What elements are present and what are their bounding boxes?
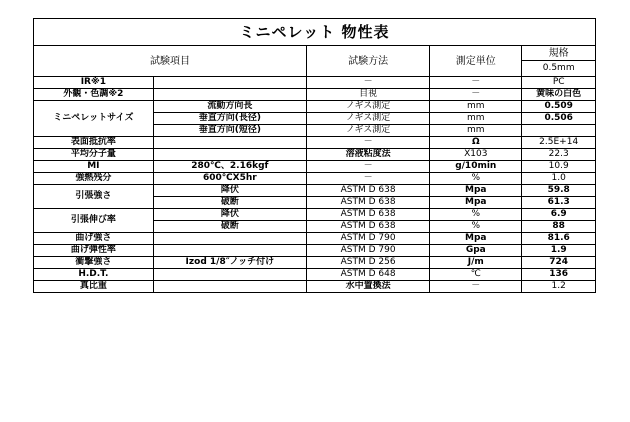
table-row (34, 149, 595, 161)
table-row (34, 233, 595, 245)
row-unit: mm (430, 113, 522, 125)
row-value (522, 125, 595, 137)
row-method: － (306, 137, 429, 149)
row-value: 88 (522, 221, 595, 233)
table-row (34, 269, 595, 281)
row-value: 10.9 (522, 161, 595, 173)
row-unit: Ω (430, 137, 522, 149)
row-name: 表面抵抗率 (34, 137, 153, 149)
row-name: 引張伸び率 (34, 209, 153, 233)
row-condition: 垂直方向(短径) (153, 125, 306, 137)
row-method: ASTM D 638 (306, 209, 429, 221)
row-value: 81.6 (522, 233, 595, 245)
row-condition (153, 77, 306, 89)
row-value: 6.9 (522, 209, 595, 221)
table-row (34, 209, 595, 221)
row-method: ASTM D 648 (306, 269, 429, 281)
row-value: 22.3 (522, 149, 595, 161)
row-value: 136 (522, 269, 595, 281)
row-name: ミニペレットサイズ (34, 101, 153, 137)
row-condition (153, 245, 306, 257)
row-method: － (306, 161, 429, 173)
row-name: 真比重 (34, 281, 153, 293)
row-name: 外観・色調※2 (34, 89, 153, 101)
row-unit: Mpa (430, 233, 522, 245)
row-condition (153, 89, 306, 101)
sheet-title: ミニペレット 物性表 (34, 19, 595, 46)
row-condition: 流動方向長 (153, 101, 306, 113)
row-method: ノギス測定 (306, 125, 429, 137)
row-unit: % (430, 209, 522, 221)
row-name: 引張強さ (34, 185, 153, 209)
row-method: 目視 (306, 89, 429, 101)
row-value: 59.8 (522, 185, 595, 197)
row-value: PC (522, 77, 595, 89)
table-row (34, 281, 595, 293)
row-unit: mm (430, 101, 522, 113)
row-method: ASTM D 790 (306, 233, 429, 245)
property-sheet (33, 18, 596, 293)
row-name: 強熱残分 (34, 173, 153, 185)
row-condition: 降伏 (153, 209, 306, 221)
row-value: 黄味の白色 (522, 89, 595, 101)
table-row (34, 89, 595, 101)
row-unit: mm (430, 125, 522, 137)
table-row (34, 101, 595, 113)
row-method: － (306, 77, 429, 89)
row-method: ASTM D 638 (306, 197, 429, 209)
row-method: － (306, 173, 429, 185)
row-unit: Gpa (430, 245, 522, 257)
row-condition: 垂直方向(長径) (153, 113, 306, 125)
table-row (34, 245, 595, 257)
property-table (34, 46, 595, 292)
table-row (34, 173, 595, 185)
row-value: 724 (522, 257, 595, 269)
row-condition: 破断 (153, 197, 306, 209)
header-spec: 規格 (522, 46, 595, 61)
row-value: 61.3 (522, 197, 595, 209)
header-test-item: 試験項目 (34, 46, 306, 77)
row-unit: % (430, 221, 522, 233)
row-name: H.D.T. (34, 269, 153, 281)
row-method: ASTM D 638 (306, 185, 429, 197)
table-row (34, 161, 595, 173)
row-value: 1.0 (522, 173, 595, 185)
row-condition (153, 233, 306, 245)
row-name: 衝撃強さ (34, 257, 153, 269)
row-value: 1.9 (522, 245, 595, 257)
row-unit: X103 (430, 149, 522, 161)
table-row (34, 257, 595, 269)
row-value: 0.506 (522, 113, 595, 125)
row-condition: 600℃X5hr (153, 173, 306, 185)
row-condition: 破断 (153, 221, 306, 233)
row-unit: % (430, 173, 522, 185)
row-unit: Mpa (430, 185, 522, 197)
row-method: ノギス測定 (306, 101, 429, 113)
row-unit: J/m (430, 257, 522, 269)
row-value: 0.509 (522, 101, 595, 113)
row-method: ASTM D 256 (306, 257, 429, 269)
row-name: 曲げ弾性率 (34, 245, 153, 257)
row-condition: 降伏 (153, 185, 306, 197)
row-name: 曲げ強さ (34, 233, 153, 245)
header-unit: 測定単位 (430, 46, 522, 77)
row-unit: － (430, 77, 522, 89)
row-unit: ℃ (430, 269, 522, 281)
row-method: 水中置換法 (306, 281, 429, 293)
table-row (34, 185, 595, 197)
row-condition (153, 137, 306, 149)
table-row (34, 137, 595, 149)
row-condition: 280℃、2.16kgf (153, 161, 306, 173)
header-test-method: 試験方法 (306, 46, 429, 77)
row-condition (153, 281, 306, 293)
row-value: 1.2 (522, 281, 595, 293)
row-unit: － (430, 89, 522, 101)
row-condition: Izod 1/8″ノッチ付け (153, 257, 306, 269)
row-method: ノギス測定 (306, 113, 429, 125)
table-row (34, 77, 595, 89)
row-unit: g/10min (430, 161, 522, 173)
header-grade: 0.5mm (522, 61, 595, 77)
row-name: MI (34, 161, 153, 173)
row-name: 平均分子量 (34, 149, 153, 161)
row-unit: － (430, 281, 522, 293)
row-condition (153, 269, 306, 281)
row-method: ASTM D 790 (306, 245, 429, 257)
row-method: ASTM D 638 (306, 221, 429, 233)
row-value: 2.5E+14 (522, 137, 595, 149)
row-condition (153, 149, 306, 161)
row-method: 溶液粘度法 (306, 149, 429, 161)
row-unit: Mpa (430, 197, 522, 209)
row-name: IR※1 (34, 77, 153, 89)
